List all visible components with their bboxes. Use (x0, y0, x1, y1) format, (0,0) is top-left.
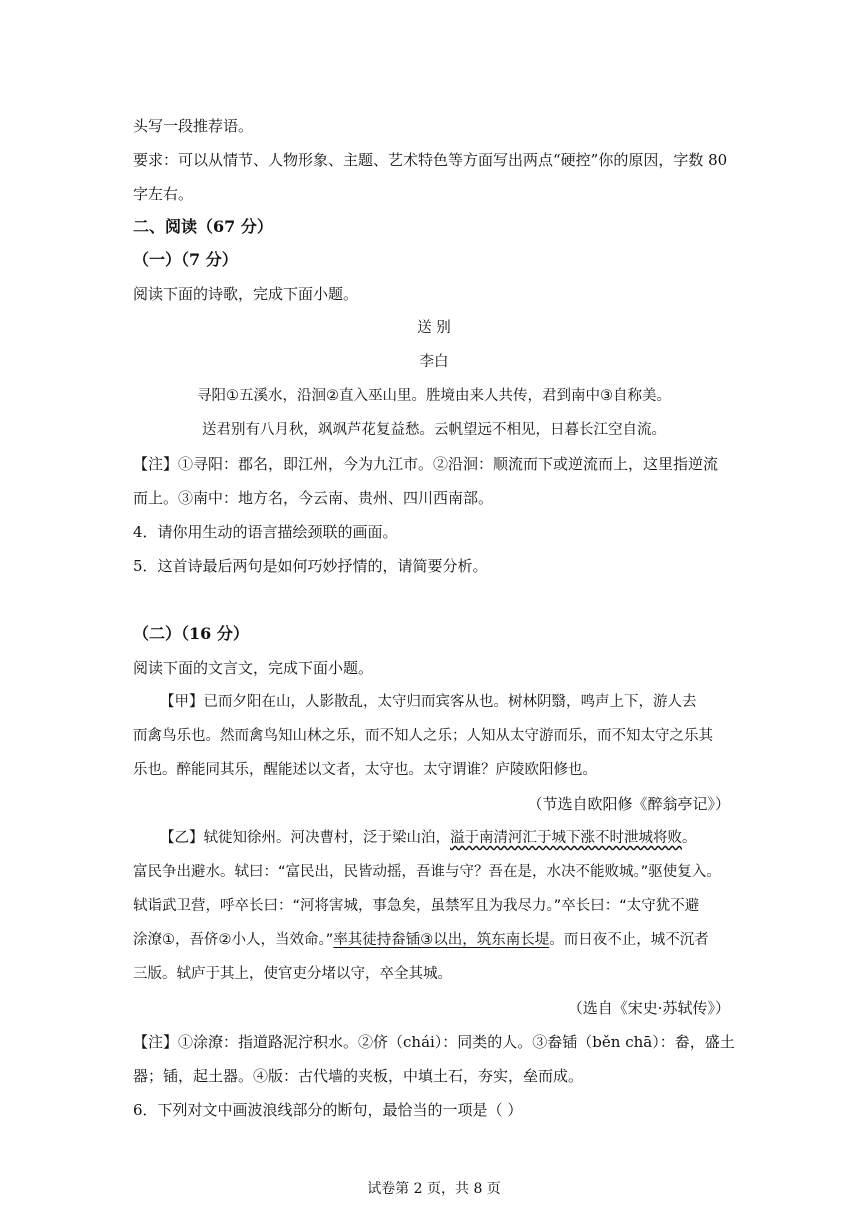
part1-instruction: 阅读下面的诗歌，完成下面小题。 (133, 285, 359, 303)
question-6: 6．下列对文中画波浪线部分的断句，最恰当的一项是（ ） (133, 1101, 523, 1119)
yi-line-4-start: 涂潦①，吾侪②小人，当效命。” (133, 932, 334, 948)
intro-line-1: 头写一段推荐语。 (133, 117, 254, 135)
page-footer: 试卷第 2 页，共 8 页 (367, 1181, 501, 1197)
part2-instruction: 阅读下面的文言文，完成下面小题。 (133, 659, 374, 677)
yi-line-1-end: 。 (682, 830, 697, 846)
intro-line-3: 字左右。 (133, 185, 194, 203)
jia-line-3: 乐也。醉能同其乐，醒能述以文者，太守也。太守谓谁？庐陵欧阳修也。 (133, 762, 597, 778)
yi-line-1 (160, 827, 697, 849)
poem-line-1: 寻阳①五溪水，沿洄②直入巫山里。胜境由来人共传，君到南中③自称美。 (197, 388, 671, 404)
poem-author: 李白 (419, 354, 449, 370)
wavy-underlined-text: 溢于南清河汇于城下涨不时泄城将败 (450, 830, 682, 846)
yi-line-3: 轼诣武卫营，呼卒长曰：“河将害城，事急矣，虽禁军且为我尽力。”卒长曰：“太守犹不避 (133, 898, 700, 914)
yi-line-1-start: 【乙】轼徙知徐州。河决曹村，泛于梁山泊， (160, 830, 450, 846)
yi-line-2: 富民争出避水。轼曰：“富民出，民皆动摇，吾谁与守？吾在是，水决不能败城。”驱使复入。 (133, 864, 721, 880)
jia-source: （节选自欧阳修《醉翁亭记》） (527, 795, 730, 813)
yi-line-4-end: 。而日夜不止，城不沉者 (549, 932, 709, 948)
prose-note-line-1: 【注】①涂潦：指道路泥泞积水。②侪（chái）：同类的人。③畚锸（běn chā）：畚，盛土 (133, 1033, 735, 1051)
underlined-text: 率其徒持畚锸③以出，筑东南长堤 (333, 932, 550, 948)
prose-note-line-2: 器；锸，起土器。④版：古代墙的夹板，中填土石，夯实，垒而成。 (133, 1067, 584, 1085)
poem-note-line-1: 【注】①寻阳：郡名，即江州，今为九江市。②沿洄：顺流而下或逆流而上，这里指逆流 (133, 455, 719, 473)
question-5: 5．这首诗最后两句是如何巧妙抒情的，请简要分析。 (133, 557, 488, 575)
yi-line-4 (133, 929, 709, 951)
yi-line-5: 三版。轼庐于其上，使官吏分堵以守，卒全其城。 (133, 966, 452, 982)
section-title: 二、阅读（67 分） (133, 217, 273, 236)
poem-title: 送 别 (417, 320, 451, 336)
poem-line-2: 送君别有八月秋，飒飒芦花复益愁。云帆望远不相见，日暮长江空自流。 (202, 422, 666, 438)
jia-line-2: 而禽鸟乐也。然而禽鸟知山林之乐，而不知人之乐；人知从太守游而乐，而不知太守之乐其 (133, 728, 713, 744)
poem-note-line-2: 而上。③南中：地方名，今云南、贵州、四川西南部。 (133, 489, 494, 507)
jia-line-1: 【甲】已而夕阳在山，人影散乱，太守归而宾客从也。树林阴翳，鸣声上下，游人去 (160, 694, 697, 710)
part1-title: （一）（7 分） (133, 250, 238, 269)
intro-line-2: 要求：可以从情节、人物形象、主题、艺术特色等方面写出两点“硬控”你的原因，字数 80 (133, 151, 728, 169)
part2-title: （二）（16 分） (133, 624, 249, 643)
question-4: 4．请你用生动的语言描绘颈联的画面。 (133, 523, 398, 541)
yi-source: （选自《宋史·苏轼传》） (567, 999, 730, 1017)
